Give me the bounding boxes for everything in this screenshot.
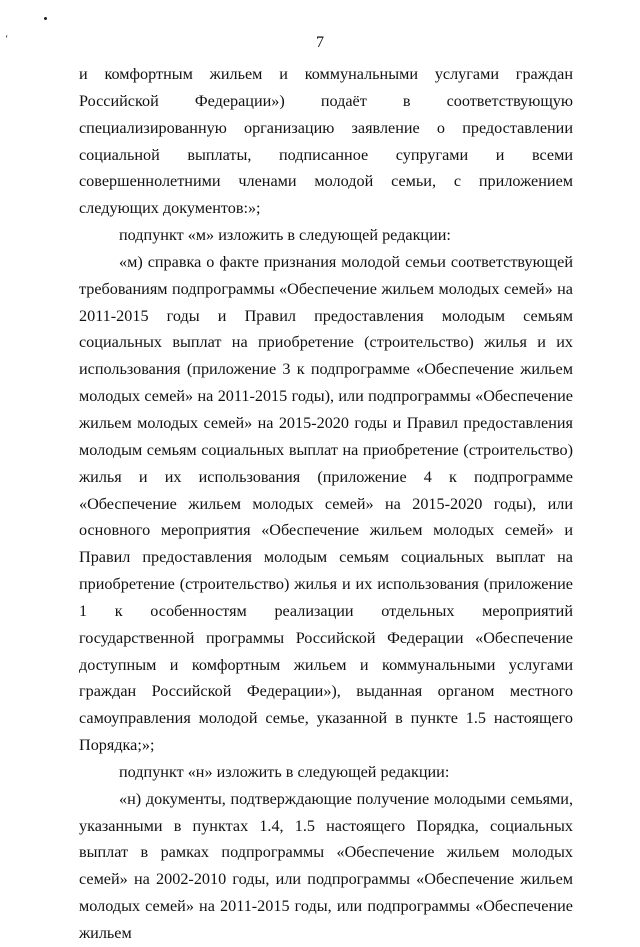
scan-artifact-mark: ‘ xyxy=(5,34,9,45)
paragraph-instruction-n: подпункт «н» изложить в следующей редакции: xyxy=(119,762,450,781)
scan-speck xyxy=(44,17,47,20)
paragraph-instruction-m: подпункт «м» изложить в следующей редакции: xyxy=(119,226,451,245)
page-number: 7 xyxy=(316,34,324,51)
paragraph-subitem-n: «н) документы, подтверждающие получение молодыми семьями, указанными в пунктах 1.4, 1.5 настоящего Порядка, социальных выплат в рамках подпрограммы «Обеспечение жильем молодых семей» на 2002-2010 годы, или подпрограммы «Обеспечение жильем молодых семей» на 2011-2015 годы, или подпрограммы «Обеспечение жильем xyxy=(79,789,573,942)
paragraph-subitem-m: «м) справка о факте признания молодой семьи соответствующей требованиям подпрограммы «Обеспечение жильем молодых семей» на 2011-2015 годы и Правил предоставления молодым семьям социальных выплат на приобретение (строительство) жилья и их использования (приложение 3 к подпрограмме «Обеспечение жильем молодых семей» на 2011-2015 годы), или подпрограммы «Обеспечение жильем молодых семей» на 2015-2020 годы и Правил предоставления молодым семьям социальных выплат на приобретение (строительство) жилья и их использования (приложение 4 к подпрограмме «Обеспечение жильем молодых семей» на 2015-2020 годы), или основного мероприятия «Обеспечение жильем молодых семей» и Правил предоставления молодым семьям социальных выплат на приобретение (строительство) жилья и их использования (приложение 1 к особенностям реализации отдельных мероприятий государственной программы Российской Федерации «Обеспечение доступным и комфортным жильем и коммунальными услугами граждан Российской Федерации»), выданная органом местного самоуправления молодой семье, указанной в пункте 1.5 настоящего Порядка;»; xyxy=(79,252,573,755)
document-body xyxy=(79,61,573,947)
paragraph-continuation: и комфортным жильем и коммунальными услугами граждан Российской Федерации») подаёт в соответствующую специализированную организацию заявление о предоставлении социальной выплаты, подписанное супругами и всеми совершеннолетними членами молодой семьи, с приложением следующих документов:»; xyxy=(79,65,573,218)
